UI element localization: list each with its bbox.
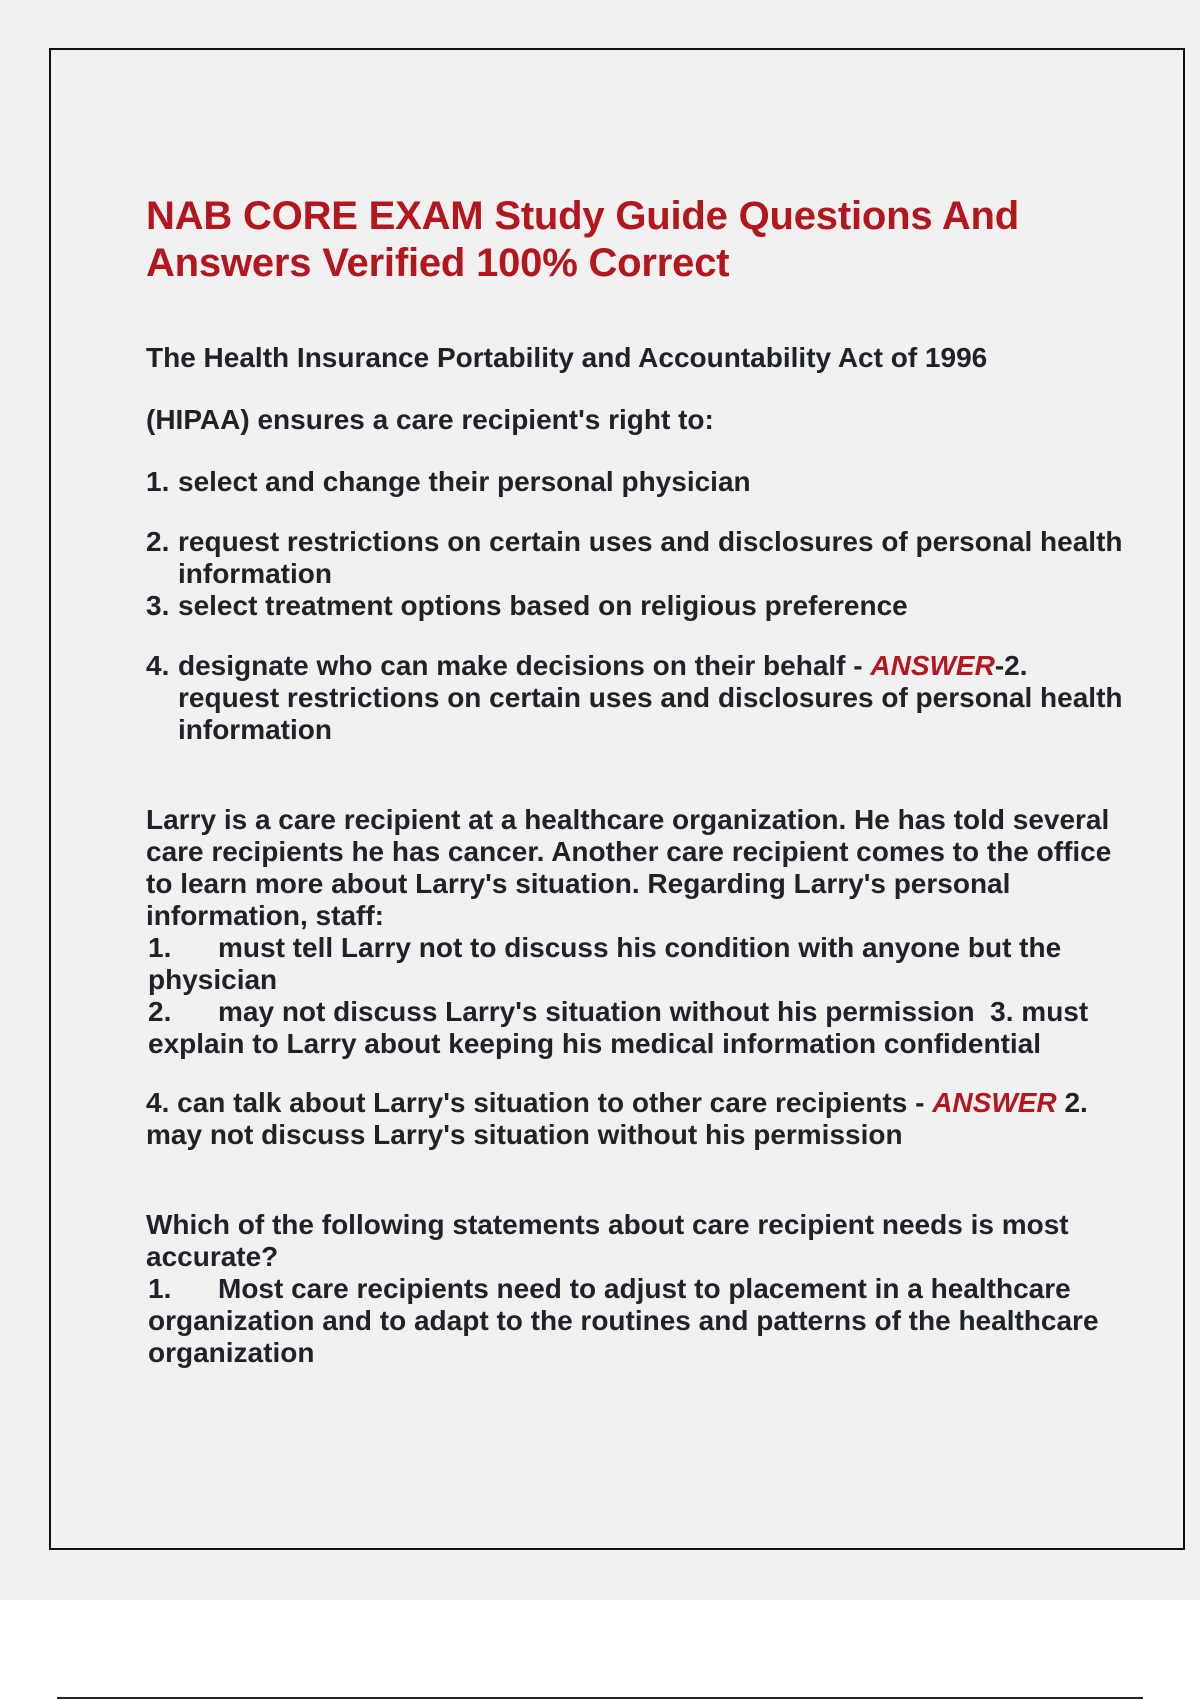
option-number: 2. — [148, 996, 172, 1027]
option-number: 1. — [148, 932, 172, 963]
answer-text: 2. may not discuss Larry's situation without his permission — [146, 1087, 1088, 1150]
option-text: may not discuss Larry's situation without his permission — [218, 996, 975, 1027]
option-text: must explain to Larry about keeping his medical information confidential — [148, 996, 1089, 1059]
question-3-option-1 — [146, 1273, 1136, 1369]
document-page — [49, 48, 1185, 1550]
option-text: must tell Larry not to discuss his condition with anyone but the physician — [148, 932, 1062, 995]
option-text: 4. can talk about Larry's situation to other care recipients - — [146, 1087, 925, 1118]
answer-text: -2. request restrictions on certain uses and disclosures of personal health information — [178, 650, 1123, 745]
question-3 — [146, 1209, 1136, 1369]
question-2-option-1 — [146, 932, 1136, 996]
option-text: designate who can make decisions on their behalf - — [178, 650, 863, 681]
option-number: 3. — [990, 996, 1014, 1027]
option-number: 4. — [146, 650, 170, 681]
page-divider — [57, 1697, 1143, 1699]
document-title: NAB CORE EXAM Study Guide Questions And Answers Verified 100% Correct — [146, 194, 1019, 285]
answer-label: ANSWER — [870, 650, 995, 681]
option-number: 1. — [146, 466, 170, 497]
answer-label: ANSWER — [932, 1087, 1057, 1118]
question-2-stem: Larry is a care recipient at a healthcare organization. He has told several care recipients he has cancer. Another care recipient comes to the office to learn more about Larry's situation. Regarding Larry's personal information, staff: — [146, 804, 1112, 931]
question-2 — [146, 804, 1136, 1151]
option-text: select and change their personal physician — [178, 466, 751, 497]
question-1-option-3 — [146, 590, 1136, 622]
option-text-with-answer — [178, 650, 1136, 746]
option-number: 3. — [146, 590, 170, 621]
question-1 — [146, 342, 1136, 746]
question-1-stem: (HIPAA) ensures a care recipient's right to: — [146, 404, 714, 435]
question-3-stem: Which of the following statements about care recipient needs is most accurate? — [146, 1209, 1069, 1272]
question-1-option-1 — [146, 466, 1136, 498]
option-text: request restrictions on certain uses and disclosures of personal health information — [178, 526, 1123, 589]
option-number: 2. — [146, 526, 170, 557]
option-text: Most care recipients need to adjust to placement in a healthcare organization and to adapt to the routines and patterns of the healthcare organization — [148, 1273, 1099, 1368]
question-1-intro: The Health Insurance Portability and Accountability Act of 1996 — [146, 342, 988, 373]
option-text: select treatment options based on religious preference — [178, 590, 908, 621]
question-2-option-4 — [146, 1087, 1136, 1151]
page-content — [146, 145, 1136, 1369]
option-number: 1. — [148, 1273, 172, 1304]
question-2-option-2-3 — [146, 996, 1136, 1060]
question-1-option-4 — [146, 650, 1136, 746]
question-1-option-2 — [146, 526, 1136, 590]
